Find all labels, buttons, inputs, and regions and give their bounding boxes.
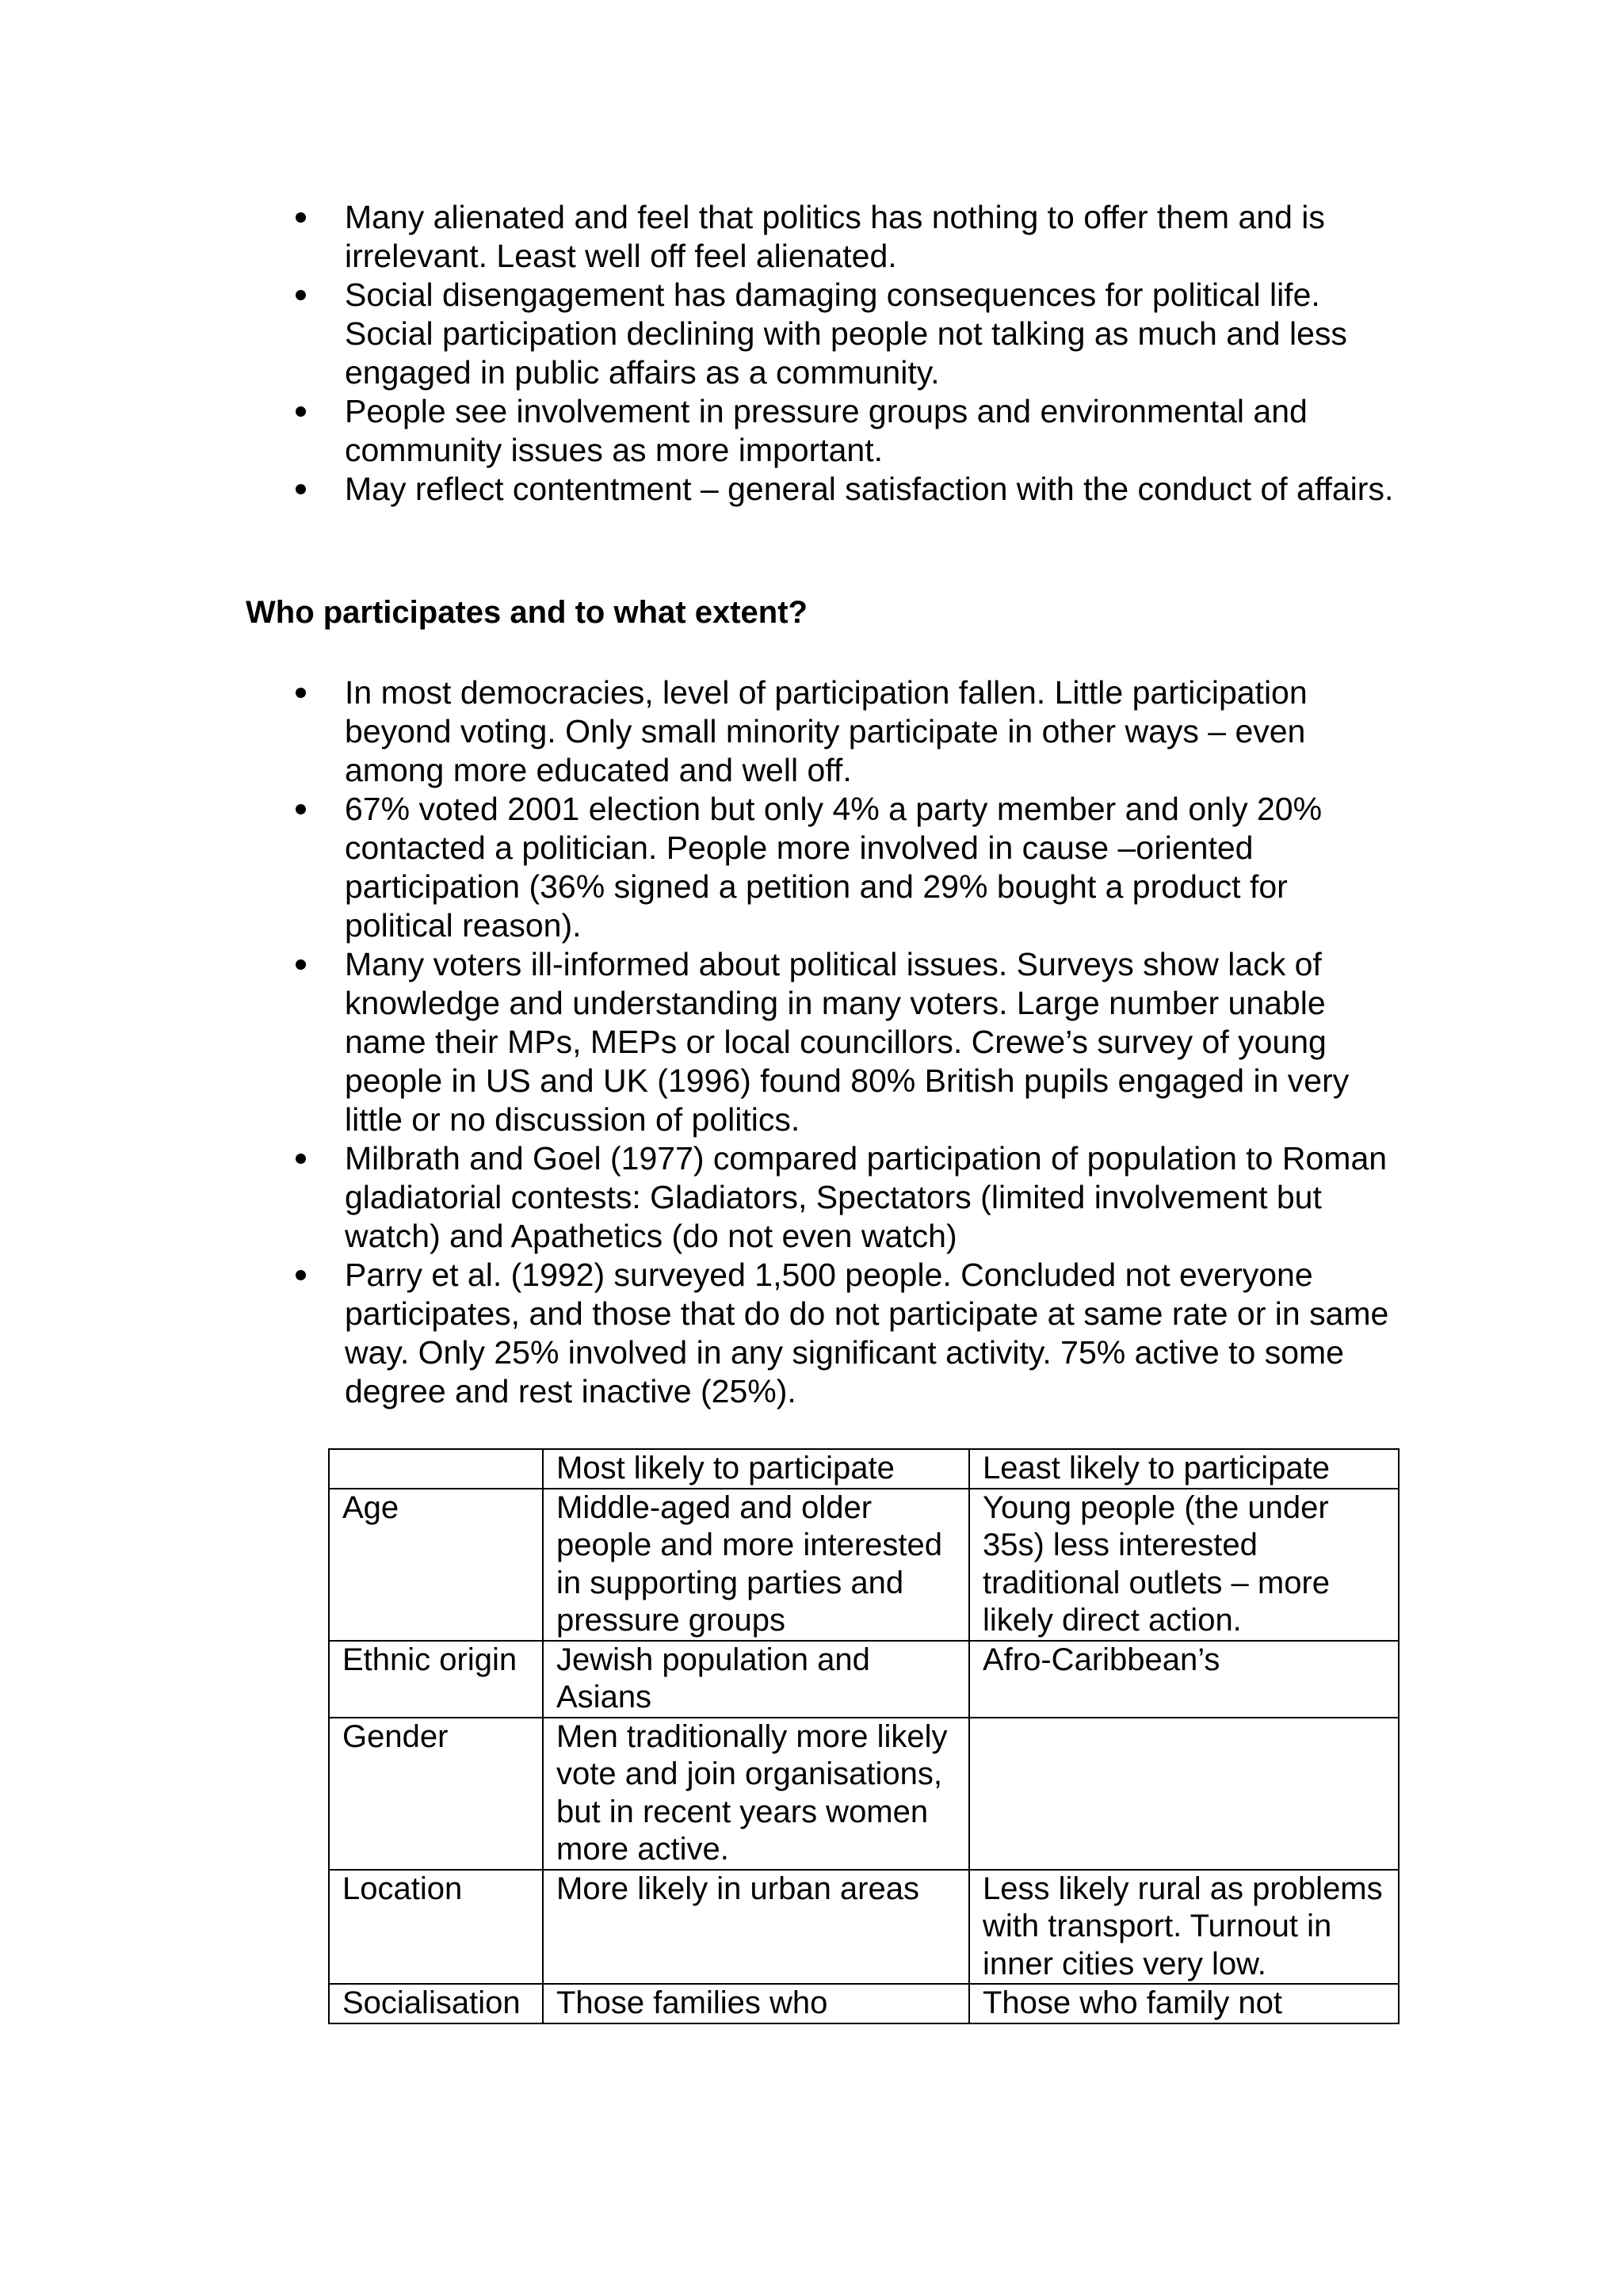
table-row xyxy=(329,1489,1399,1641)
table-cell-least: Those who family not xyxy=(969,1984,1399,2023)
table-row xyxy=(329,1984,1399,2023)
table-cell-most: Men traditionally more likely vote and join organisations, but in recent years women more active. xyxy=(543,1718,969,1870)
table-cell-most: Jewish population and Asians xyxy=(543,1641,969,1718)
table-cell-factor: Location xyxy=(329,1870,543,1985)
list-item: May reflect contentment – general satisfaction with the conduct of affairs. xyxy=(293,470,1395,509)
list-item: 67% voted 2001 election but only 4% a party member and only 20% contacted a politician. People more involved in cause –oriented participation (36% signed a petition and 29% bought a product for political reason). xyxy=(293,790,1395,945)
table-cell-least: Young people (the under 35s) less interested traditional outlets – more likely direct action. xyxy=(969,1489,1399,1641)
table-row xyxy=(329,1870,1399,1985)
table-header-row xyxy=(329,1449,1399,1489)
table-row xyxy=(329,1641,1399,1718)
list-item: In most democracies, level of participation fallen. Little participation beyond voting. Only small minority participate in other ways – even among more educated and well off. xyxy=(293,673,1395,790)
table-cell-least xyxy=(969,1718,1399,1870)
table-cell-factor: Socialisation xyxy=(329,1984,543,2023)
table-cell-most: Middle-aged and older people and more interested in supporting parties and pressure groups xyxy=(543,1489,969,1641)
table-header-cell xyxy=(329,1449,543,1489)
table-cell-factor: Ethnic origin xyxy=(329,1641,543,1718)
table-row xyxy=(329,1718,1399,1870)
list-item: Milbrath and Goel (1977) compared participation of population to Roman gladiatorial contests: Gladiators, Spectators (limited involvement but watch) and Apathetics (do not even watch) xyxy=(293,1139,1395,1256)
table-cell-least: Afro-Caribbean’s xyxy=(969,1641,1399,1718)
section-heading: Who participates and to what extent? xyxy=(246,595,808,630)
table-cell-factor: Age xyxy=(329,1489,543,1641)
participation-table xyxy=(328,1448,1400,2024)
table-header-cell: Most likely to participate xyxy=(543,1449,969,1489)
table-cell-least: Less likely rural as problems with transport. Turnout in inner cities very low. xyxy=(969,1870,1399,1985)
table-cell-factor: Gender xyxy=(329,1718,543,1870)
bullet-list-reasons xyxy=(293,198,1395,509)
table-cell-most: Those families who xyxy=(543,1984,969,2023)
list-item: Parry et al. (1992) surveyed 1,500 people. Concluded not everyone participates, and those that do do not participate at same rate or in same way. Only 25% involved in any significant activity. 75% active to some degree and rest inactive (25%). xyxy=(293,1256,1395,1411)
table-header-cell: Least likely to participate xyxy=(969,1449,1399,1489)
list-item: Many alienated and feel that politics has nothing to offer them and is irrelevant. Least well off feel alienated. xyxy=(293,198,1395,276)
list-item: Many voters ill-informed about political issues. Surveys show lack of knowledge and understanding in many voters. Large number unable name their MPs, MEPs or local councillors. Crewe’s survey of young people in US and UK (1996) found 80% British pupils engaged in very little or no discussion of politics. xyxy=(293,945,1395,1139)
bullet-list-participation xyxy=(293,673,1395,1411)
table-cell-most: More likely in urban areas xyxy=(543,1870,969,1985)
list-item: People see involvement in pressure groups and environmental and community issues as more important. xyxy=(293,392,1395,470)
list-item: Social disengagement has damaging consequences for political life. Social participation declining with people not talking as much and less engaged in public affairs as a community. xyxy=(293,276,1395,392)
